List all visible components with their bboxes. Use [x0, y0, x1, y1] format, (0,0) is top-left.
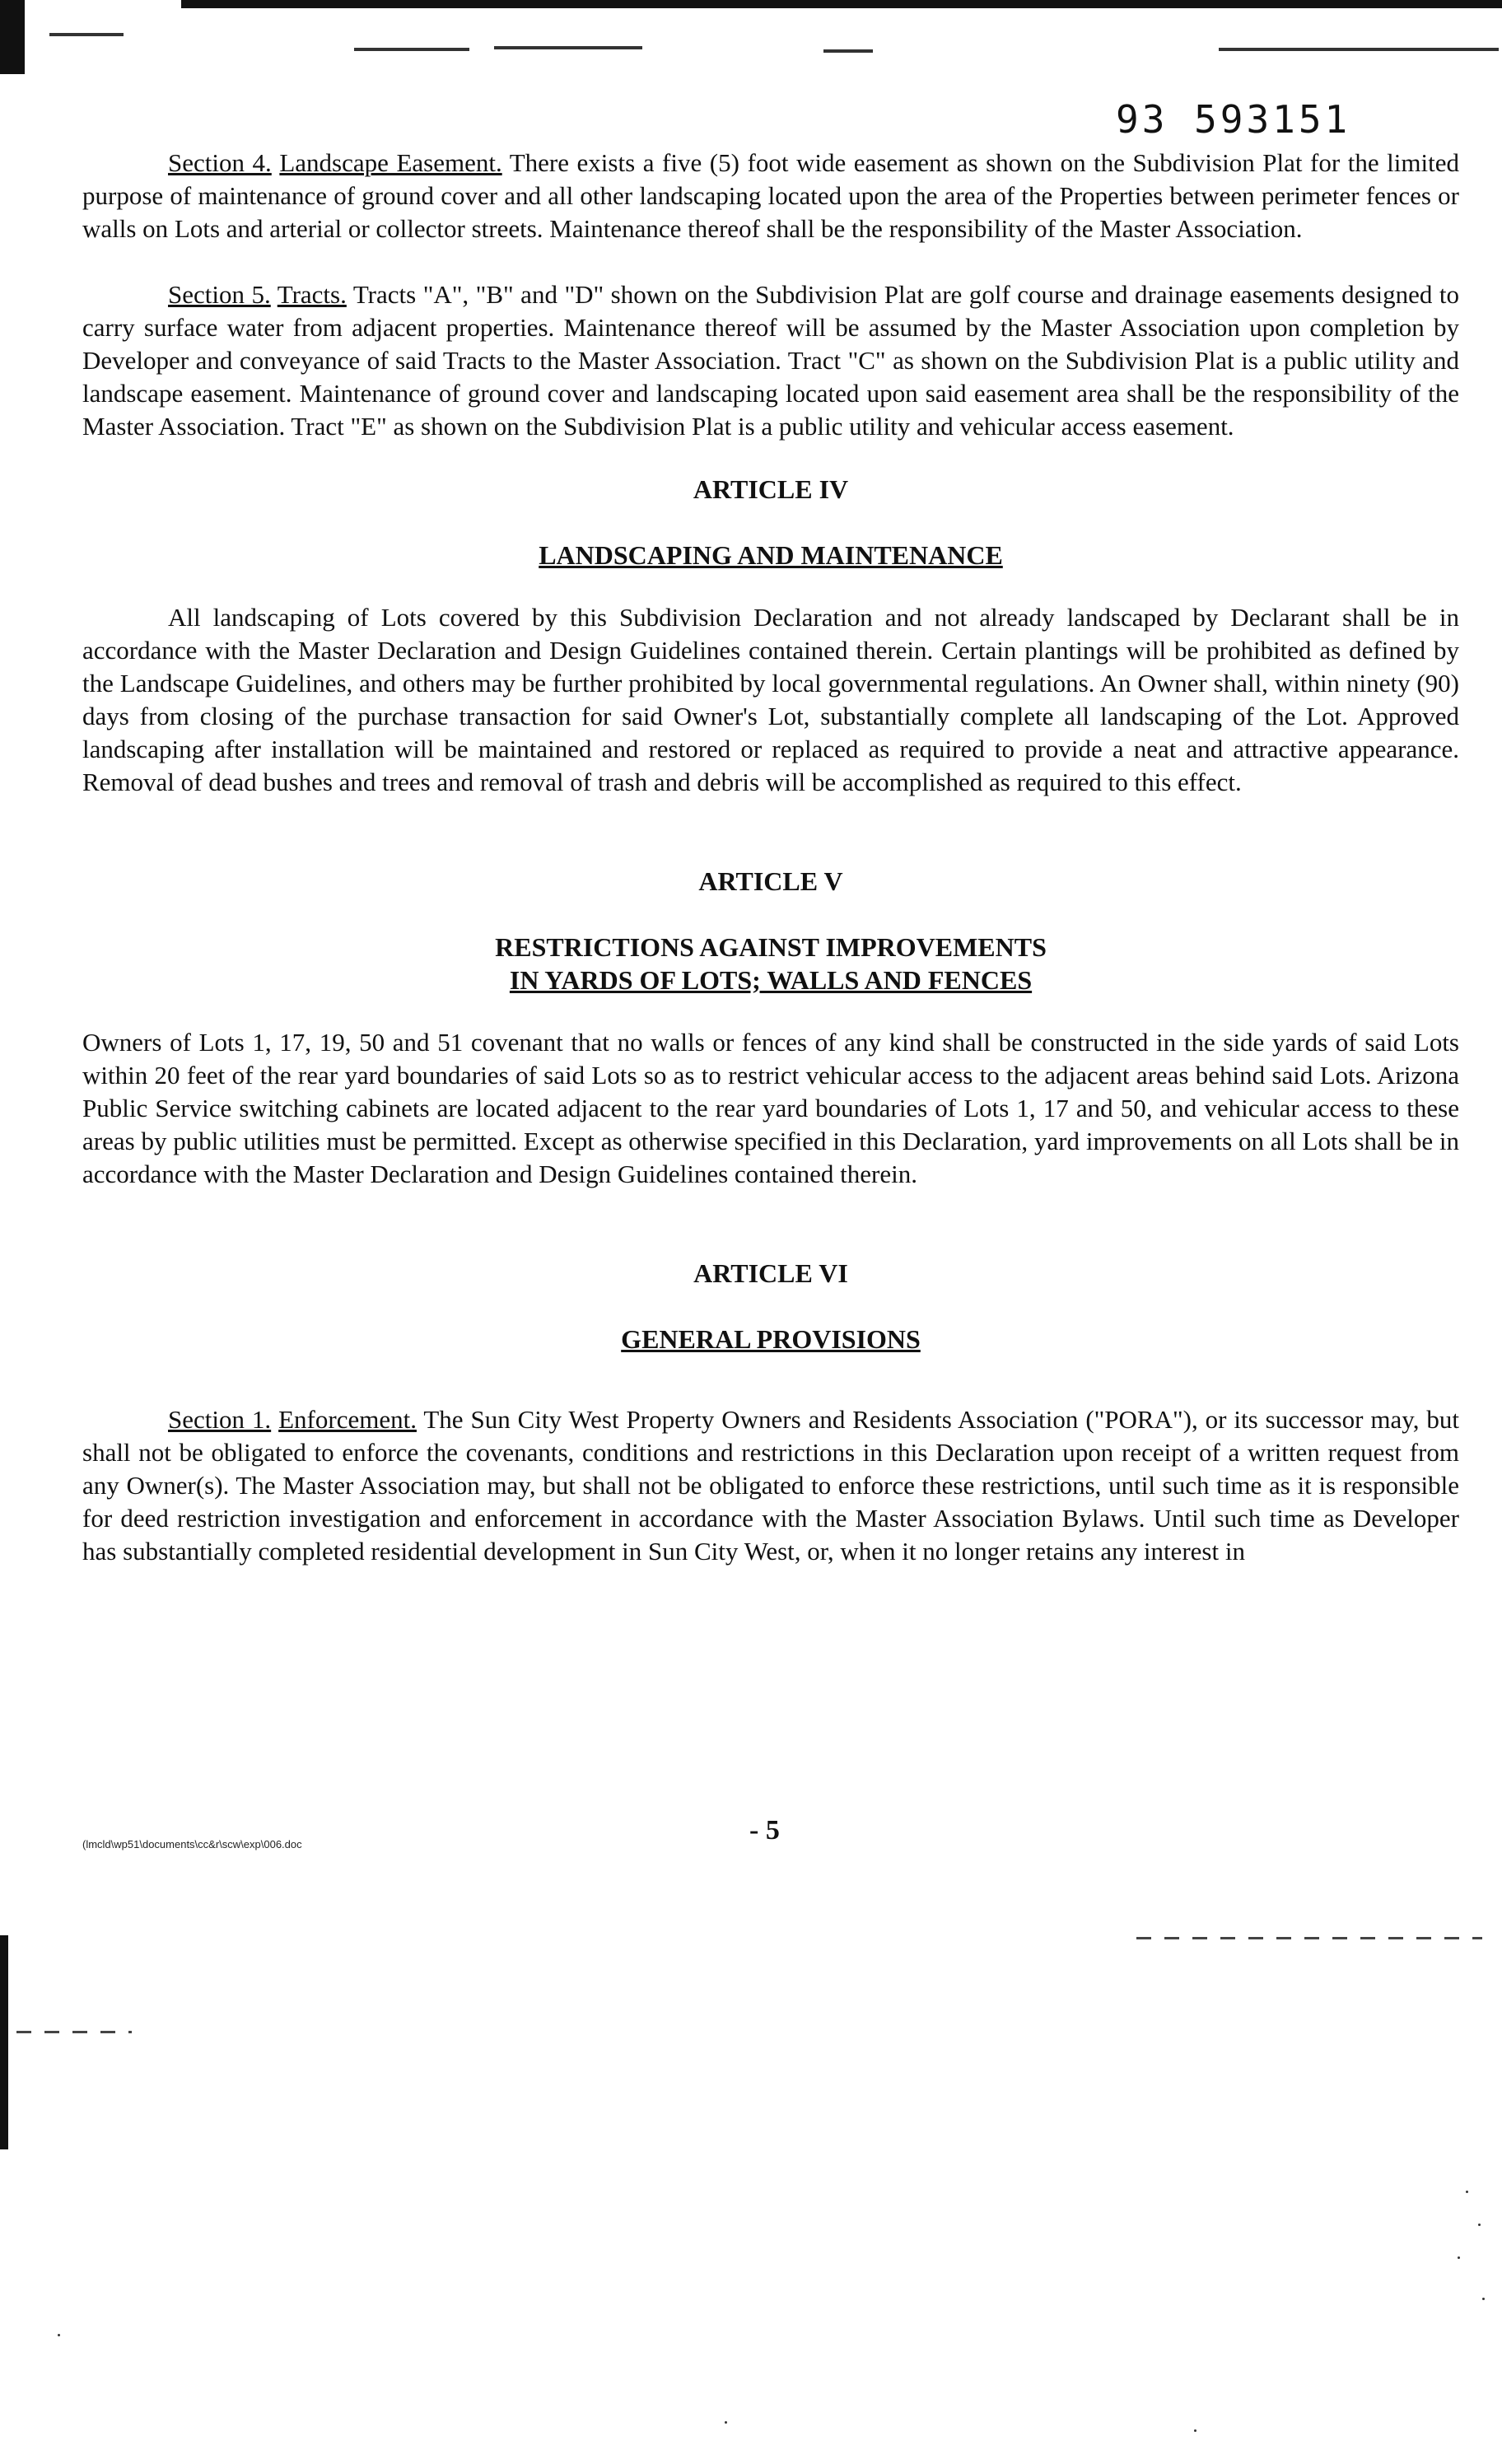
- scan-edge-left-mark: [0, 0, 25, 74]
- scan-edge-left-mark: [0, 1935, 8, 2149]
- article-4-title-text: LANDSCAPING AND MAINTENANCE: [539, 540, 1003, 570]
- section-5-paragraph: [82, 278, 1459, 443]
- article-5-number: ARTICLE V: [698, 866, 843, 896]
- scan-edge-top: [0, 0, 1502, 61]
- section-4-label: Section 4.: [168, 148, 272, 177]
- scan-speckle: [58, 2334, 60, 2336]
- article-5-title-line-2: [82, 964, 1459, 996]
- scan-speckle: [1482, 2298, 1485, 2300]
- document-number-stamp: 93 593151: [1116, 97, 1351, 142]
- scan-dash-line: [1136, 1937, 1482, 1939]
- article-6-section-1-label: Section 1.: [168, 1405, 272, 1434]
- footer-page-number: - 5: [749, 1815, 780, 1846]
- section-5-text: Tracts "A", "B" and "D" shown on the Subdivision Plat are golf course and drainage easements designed to carry surface water from adjacent properties. Maintenance thereof will be assumed by the Master Association upon completion by Developer and conveyance of said Tracts to the Master Association. Tract "C" as shown on the Subdivision Plat is a public utility and landscape easement. Maintenance of ground cover and landscaping located upon said easement area shall be the responsibility of the Master Association. Tract "E" as shown on the Subdivision Plat is a public utility and vehicular access easement.: [82, 280, 1459, 441]
- document-body: [82, 147, 1459, 1568]
- section-4-paragraph: [82, 147, 1459, 245]
- footer-file-path: (lmcld\wp51\documents\cc&r\scw\exp\006.doc: [82, 1838, 302, 1850]
- article-6-section-1-paragraph: [82, 1403, 1459, 1568]
- scan-noise: [494, 46, 642, 49]
- article-5-title-line-1: RESTRICTIONS AGAINST IMPROVEMENTS: [495, 932, 1047, 962]
- article-4-paragraph: All landscaping of Lots covered by this Subdivision Declaration and not already landscaped by Declarant shall be in accordance with the Master Declaration and Design Guidelines contained therein. Certain plantings will be prohibited as defined by the Landscape Guidelines, and others may be further prohibited by local governmental regulations. An Owner shall, within ninety (90) days from closing of the purchase transaction for said Owner's Lot, substantially complete all landscaping of the Lot. Approved landscaping after installation will be maintained and restored or replaced as required to provide a neat and attractive appearance. Removal of dead bushes and trees and removal of trash and debris will be accomplished as required to this effect.: [82, 603, 1459, 796]
- scan-noise: [1219, 48, 1499, 51]
- article-6-title: [82, 1323, 1459, 1356]
- article-6-section-1-text: The Sun City West Property Owners and Residents Association ("PORA"), or its successor may, but shall not be obligated to enforce the covenants, conditions and restrictions in this Declaration upon receipt of a written request from any Owner(s). The Master Association may, but shall not be obligated to enforce these restrictions, until such time as it is responsible for deed restriction investigation and enforcement in accordance with the Master Association Bylaws. Until such time as Developer has substantially completed residential development in Sun City West, or, when it no longer retains any interest in: [82, 1405, 1459, 1566]
- article-5-paragraph: Owners of Lots 1, 17, 19, 50 and 51 covenant that no walls or fences of any kind shall be constructed in the side yards of said Lots within 20 feet of the rear yard boundaries of said Lots so as to restrict vehicular access to the adjacent areas behind said Lots. Arizona Public Service switching cabinets are located adjacent to the rear yard boundaries of Lots 1, 17 and 50, and vehicular access to these areas by public utilities must be permitted. Except as otherwise specified in this Declaration, yard improvements on all Lots shall be in accordance with the Master Declaration and Design Guidelines contained therein.: [82, 1028, 1459, 1188]
- article-6-section-1-title: Enforcement.: [278, 1405, 417, 1434]
- scan-noise: [354, 48, 469, 51]
- scan-speckle: [1466, 2191, 1468, 2193]
- section-5-title: Tracts.: [277, 280, 347, 309]
- scan-speckle: [1194, 2429, 1196, 2432]
- scan-speckle: [725, 2421, 727, 2424]
- scan-speckle: [1458, 2256, 1460, 2259]
- scan-speckle: [1478, 2224, 1481, 2226]
- section-4-text: There exists a five (5) foot wide easement as shown on the Subdivision Plat for the limited purpose of maintenance of ground cover and all other landscaping located upon the area of the Properties between perimeter fences or walls on Lots and arterial or collector streets. Maintenance thereof shall be the responsibility of the Master Association.: [82, 148, 1459, 243]
- section-4-title: Landscape Easement.: [279, 148, 502, 177]
- article-6-title-text: GENERAL PROVISIONS: [621, 1324, 921, 1354]
- scan-noise: [823, 49, 873, 53]
- article-6-number: ARTICLE VI: [693, 1258, 848, 1288]
- scan-edge-top-mark: [181, 0, 1502, 8]
- article-5-title-line-2-text: IN YARDS OF LOTS; WALLS AND FENCES: [509, 965, 1033, 995]
- scan-noise: [49, 33, 124, 36]
- scan-dash-line: [16, 2031, 132, 2033]
- section-5-label: Section 5.: [168, 280, 271, 309]
- article-4-title: [82, 539, 1459, 572]
- article-4-number: ARTICLE IV: [693, 474, 849, 504]
